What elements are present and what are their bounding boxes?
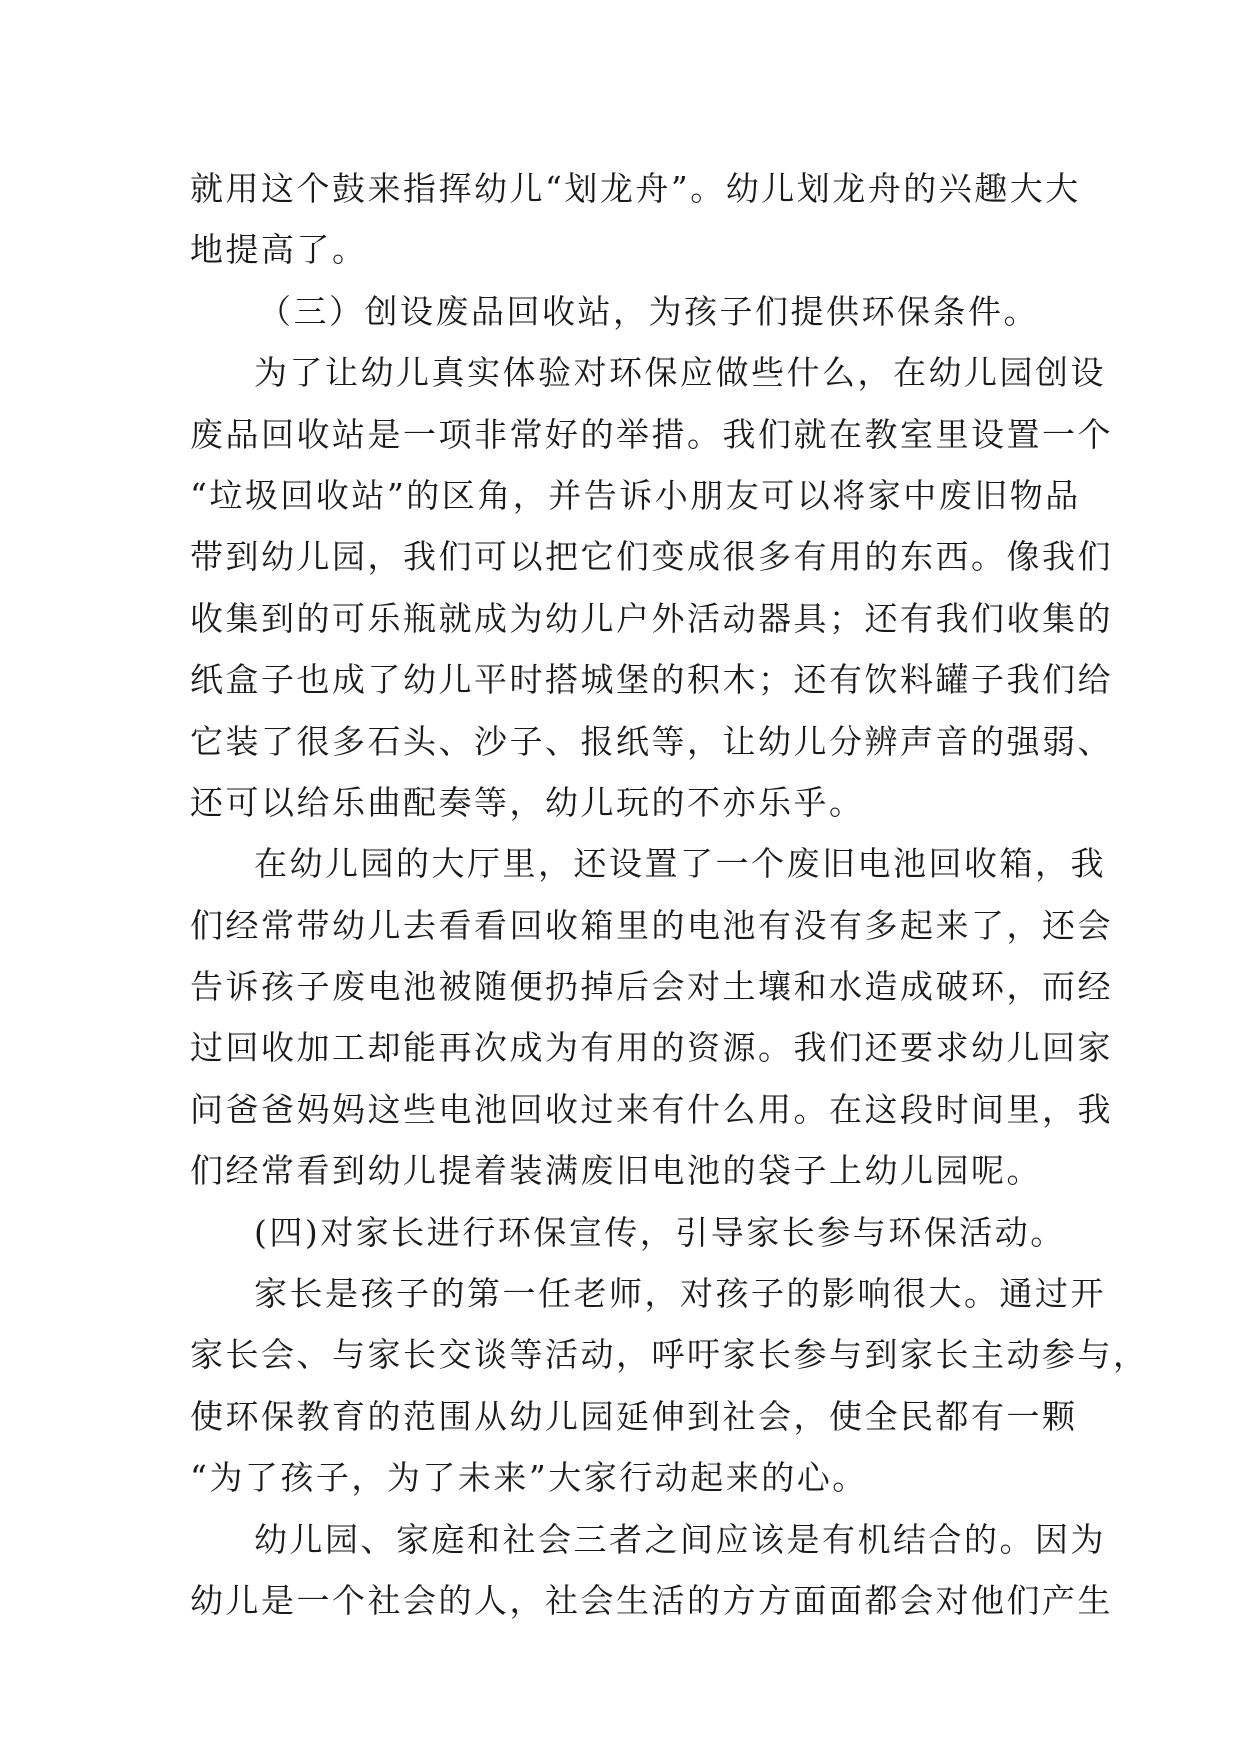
paragraph-line: 废品回收站是一项非常好的举措。我们就在教室里设置一个 [190, 414, 1113, 454]
paragraph-line: 带到幼儿园，我们可以把它们变成很多有用的东西。像我们 [190, 537, 1113, 577]
paragraph-line: “为了孩子，为了未来”大家行动起来的心。 [190, 1458, 868, 1498]
paragraph-line: 它装了很多石头、沙子、报纸等，让幼儿分辨声音的强弱、 [190, 721, 1113, 761]
paragraph-line: 在幼儿园的大厅里，还设置了一个废旧电池回收箱，我 [254, 844, 1106, 884]
paragraph-line: 过回收加工却能再次成为有用的资源。我们还要求幼儿回家 [190, 1028, 1113, 1068]
section-heading-4: (四)对家长进行环保宣传，引导家长参与环保活动。 [254, 1212, 1066, 1252]
section-heading-3: （三）创设废品回收站，为孩子们提供环保条件。 [258, 291, 1039, 331]
paragraph-line: “垃圾回收站”的区角，并告诉小朋友可以将家中废旧物品 [190, 475, 1081, 515]
paragraph-line: 为了让幼儿真实体验对环保应做些什么，在幼儿园创设 [254, 353, 1106, 393]
paragraph-line: 就用这个鼓来指挥幼儿“划龙舟”。幼儿划龙舟的兴趣大大 [190, 169, 1081, 208]
paragraph-line: 地提高了。 [190, 230, 368, 270]
paragraph-line: 幼儿是一个社会的人，社会生活的方方面面都会对他们产生 [190, 1580, 1113, 1620]
body-text [190, 158, 1149, 1631]
paragraph-line: 还可以给乐曲配奏等，幼儿玩的不亦乐乎。 [190, 782, 865, 822]
paragraph-line: 问爸爸妈妈这些电池回收过来有什么用。在这段时间里，我 [190, 1089, 1113, 1129]
paragraph-line: 告诉孩子废电池被随便扔掉后会对土壤和水造成破环，而经 [190, 967, 1113, 1007]
paragraph-line: 家长会、与家长交谈等活动，呼吁家长参与到家长主动参与， [190, 1335, 1149, 1375]
paragraph-line: 们经常看到幼儿提着装满废旧电池的袋子上幼儿园呢。 [190, 1151, 1042, 1191]
paragraph-line: 收集到的可乐瓶就成为幼儿户外活动器具；还有我们收集的 [190, 598, 1113, 638]
paragraph-line: 幼儿园、家庭和社会三者之间应该是有机结合的。因为 [254, 1519, 1106, 1559]
paragraph-line: 纸盒子也成了幼儿平时搭城堡的积木；还有饮料罐子我们给 [190, 660, 1113, 700]
paragraph-line: 们经常带幼儿去看看回收箱里的电池有没有多起来了，还会 [190, 905, 1113, 945]
paragraph-line: 家长是孩子的第一任老师，对孩子的影响很大。通过开 [254, 1274, 1106, 1314]
paragraph-line: 使环保教育的范围从幼儿园延伸到社会，使全民都有一颗 [190, 1396, 1078, 1436]
